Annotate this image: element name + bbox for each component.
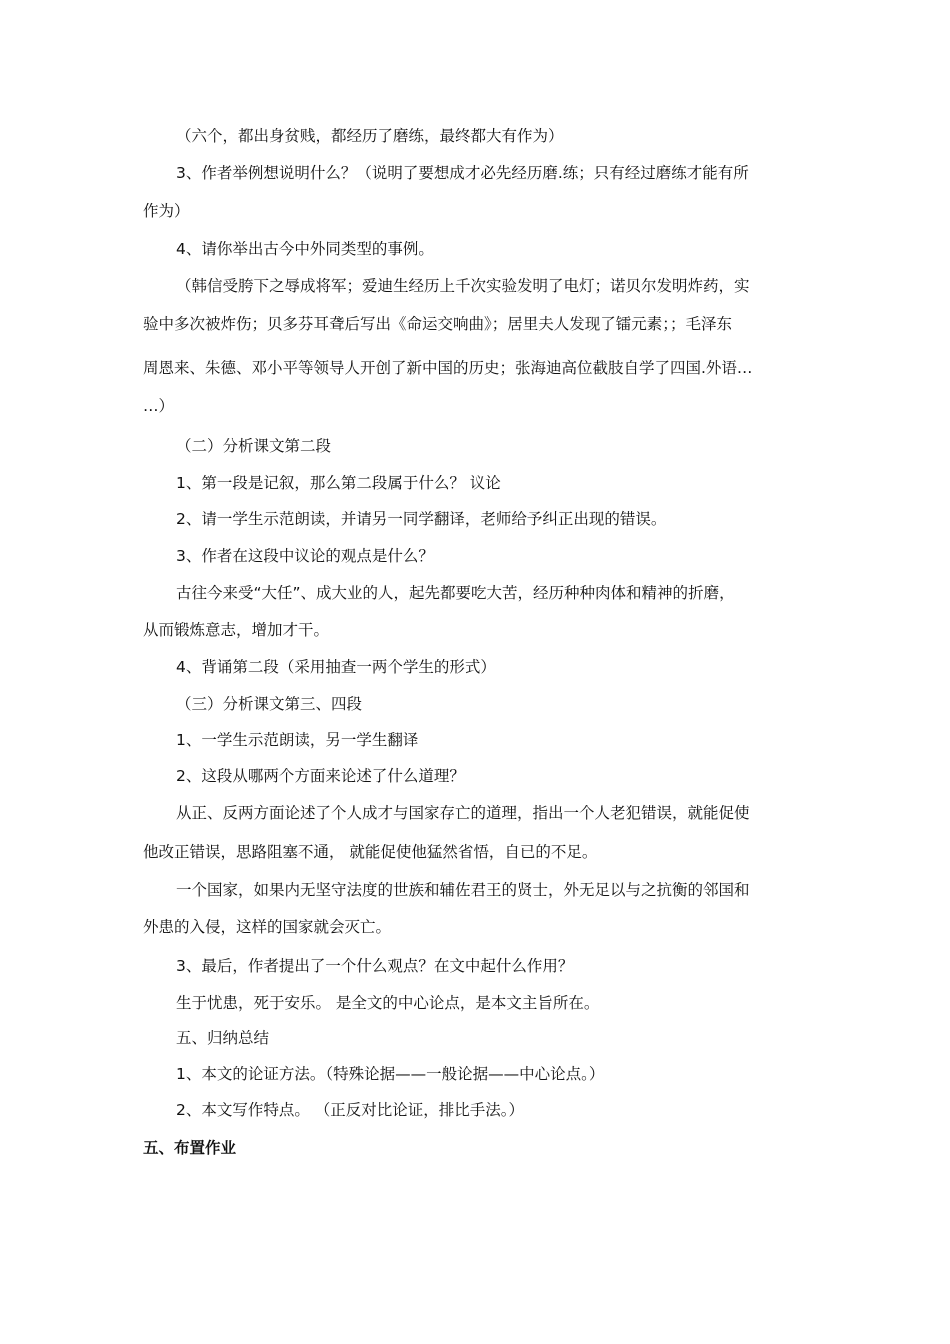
section-heading-bold: 五、布置作业: [143, 1139, 237, 1157]
section-heading: （三）分析课文第三、四段: [176, 695, 363, 713]
text-line: （韩信受胯下之辱成将军；爱迪生经历上千次实验发明了电灯；诺贝尔发明炸药，实: [176, 277, 750, 295]
text-line: 古往今来受“大任”、成大业的人，起先都要吃大苦，经历种种肉体和精神的折磨，: [176, 584, 735, 602]
text-line: 生于忧患，死于安乐。 是全文的中心论点，是本文主旨所在。: [176, 994, 600, 1012]
text-line: 4、请你举出古今中外同类型的事例。: [176, 240, 434, 258]
text-line: 作为）: [143, 202, 190, 220]
text-line: （六个，都出身贫贱，都经历了磨练，最终都大有作为）: [176, 127, 564, 145]
text-line: 外患的入侵，这样的国家就会灭亡。: [143, 918, 392, 936]
text-line: 2、请一学生示范朗读，并请另一同学翻译，老师给予纠正出现的错误。: [176, 510, 667, 528]
text-line: …）: [143, 397, 175, 415]
text-line: 3、最后，作者提出了一个什么观点？在文中起什么作用？: [176, 957, 574, 975]
section-heading: （二）分析课文第二段: [176, 437, 332, 455]
text-line: 1、第一段是记叙，那么第二段属于什么？ 议论: [176, 474, 501, 492]
text-line: 2、本文写作特点。 （正反对比论证，排比手法。）: [176, 1101, 525, 1119]
text-line: 周恩来、朱德、邓小平等领导人开创了新中国的历史；张海迪高位截肢自学了四国.外语…: [143, 359, 753, 377]
text-line: 验中多次被炸伤；贝多芬耳聋后写出《命运交响曲》；居里夫人发现了镭元素；；毛泽东: [143, 315, 733, 333]
text-line: 一个国家，如果内无坚守法度的世族和辅佐君王的贤士，外无足以与之抗衡的邻国和: [176, 881, 750, 899]
text-line: 4、背诵第二段（采用抽查一两个学生的形式）: [176, 658, 496, 676]
text-line: 1、本文的论证方法。（特殊论据——一般论据——中心论点。）: [176, 1065, 605, 1083]
text-line: 他改正错误，思路阻塞不通， 就能促使他猛然省悟，自已的不足。: [143, 843, 598, 861]
text-line: 从而锻炼意志，增加才干。: [143, 621, 330, 639]
text-line: 2、这段从哪两个方面来论述了什么道理？: [176, 767, 465, 785]
text-line: 3、作者举例想说明什么？（说明了要想成才必先经历磨.练；只有经过磨练才能有所: [176, 164, 749, 182]
text-line: 1、一学生示范朗读，另一学生翻译: [176, 731, 419, 749]
section-heading: 五、归纳总结: [176, 1029, 270, 1047]
text-line: 从正、反两方面论述了个人成才与国家存亡的道理，指出一个人老犯错误，就能促使: [176, 804, 750, 822]
text-line: 3、作者在这段中议论的观点是什么？: [176, 547, 434, 565]
